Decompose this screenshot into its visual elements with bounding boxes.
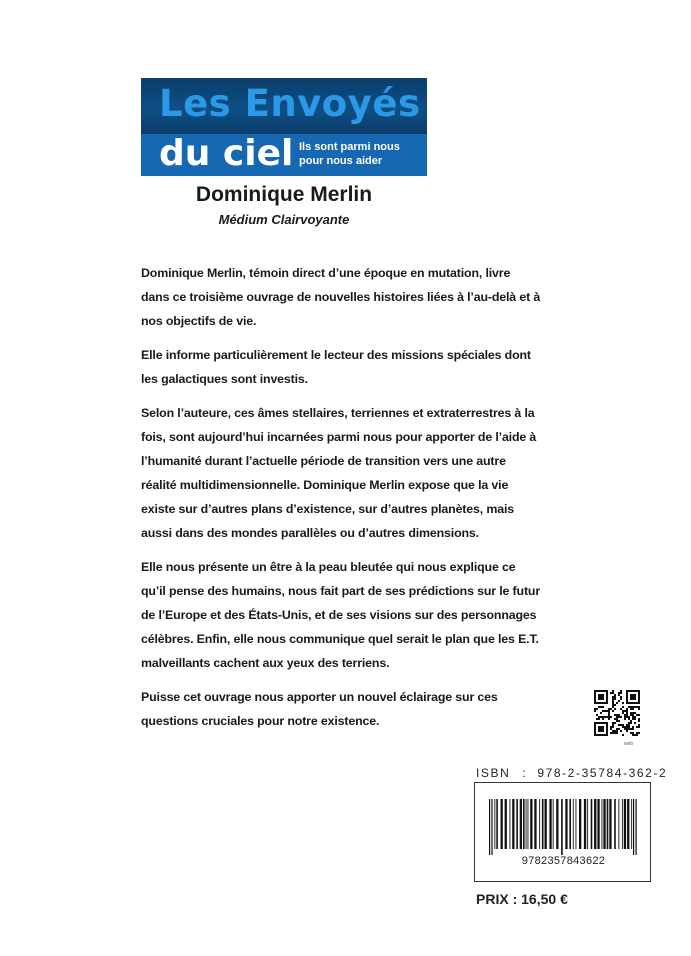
qr-module	[618, 716, 620, 718]
qr-module	[594, 710, 596, 712]
price-label: PRIX	[476, 891, 509, 907]
qr-module	[632, 708, 634, 710]
qr-module	[626, 730, 628, 732]
qr-module	[632, 732, 634, 734]
isbn-separator: :	[522, 766, 528, 780]
qr-module	[638, 726, 640, 728]
qr-module	[614, 696, 616, 698]
qr-module	[598, 716, 600, 718]
qr-module	[616, 716, 618, 718]
barcode-bar	[587, 799, 588, 849]
qr-module	[630, 728, 632, 730]
qr-module	[612, 690, 614, 692]
qr-module	[610, 716, 612, 718]
barcode-bar	[622, 799, 623, 849]
qr-module	[620, 698, 622, 700]
qr-label: web	[624, 741, 634, 747]
qr-module	[614, 732, 616, 734]
qr-module	[618, 714, 620, 716]
summary-paragraph: Elle nous présente un être à la peau bleutée qui nous explique ce qu’il pense des humains, nous fait part de ses prédictions sur le futur de l’Europe et des États-Unis, et de ses visions sur des personnages célèbres. Enfin, elle nous communique quel serait le plan que les E.T. malveillants cachent aux yeux des terriens.	[141, 560, 541, 670]
qr-module	[594, 708, 596, 710]
qr-module	[626, 716, 628, 718]
barcode-number: 9782357843622	[521, 855, 606, 867]
qr-module	[598, 694, 604, 700]
qr-module	[608, 712, 610, 714]
author-subtitle: Médium Clairvoyante	[218, 212, 350, 227]
summary-paragraph: Elle informe particulièrement le lecteur des missions spéciales dont les galactiques sont investis.	[141, 348, 531, 386]
qr-module	[620, 696, 622, 698]
isbn-line	[476, 766, 667, 780]
qr-module	[614, 698, 616, 700]
qr-module	[632, 716, 634, 718]
qr-module	[606, 716, 608, 718]
qr-module	[624, 714, 626, 716]
qr-module	[620, 690, 622, 692]
qr-module	[622, 734, 624, 736]
barcode-bar	[501, 799, 503, 849]
qr-module	[596, 714, 598, 716]
barcode-bar	[618, 799, 619, 849]
qr-module	[630, 720, 632, 722]
barcode-bar	[614, 799, 616, 849]
barcode-bar	[549, 799, 551, 849]
qr-module	[632, 706, 634, 708]
barcode-bar	[579, 799, 581, 849]
barcode-bar	[584, 799, 586, 849]
qr-module	[628, 722, 630, 724]
isbn-label: ISBN	[476, 766, 511, 780]
qr-module	[630, 706, 632, 708]
qr-module	[630, 708, 632, 710]
qr-module	[638, 720, 640, 722]
barcode-bar	[636, 799, 637, 855]
qr-module	[596, 708, 598, 710]
qr-module	[604, 710, 606, 712]
qr-module	[620, 730, 622, 732]
barcode-bar	[556, 799, 558, 849]
isbn-value: 978-2-35784-362-2	[537, 766, 668, 780]
barcode-bar	[510, 799, 511, 849]
summary-paragraph: Puisse cet ouvrage nous apporter un nouvel éclairage sur ces questions cruciales pour notre existence.	[141, 690, 498, 728]
barcode-bar	[631, 799, 632, 849]
barcode-bar	[491, 799, 492, 855]
qr-module	[608, 718, 610, 720]
barcode-bar	[553, 799, 554, 849]
qr-module	[622, 712, 624, 714]
banner-tagline: Ils sont parmi nous pour nous aider	[299, 141, 400, 167]
barcode-bar	[528, 799, 529, 849]
qr-module	[616, 728, 618, 730]
qr-module	[636, 706, 638, 708]
qr-module	[638, 718, 640, 720]
qr-module	[634, 716, 636, 718]
barcode-bar	[523, 799, 525, 849]
qr-module	[638, 708, 640, 710]
barcode-bar	[526, 799, 527, 849]
qr-module	[634, 706, 636, 708]
qr-module	[628, 728, 630, 730]
qr-module	[612, 726, 614, 728]
qr-module	[618, 694, 620, 696]
qr-module	[620, 708, 622, 710]
qr-module	[602, 716, 604, 718]
barcode-bar	[594, 799, 596, 849]
barcode-bar	[602, 799, 603, 849]
qr-module	[626, 712, 628, 714]
qr-module	[628, 716, 630, 718]
qr-module	[608, 708, 610, 710]
barcode-bar	[496, 799, 498, 849]
qr-module	[634, 722, 636, 724]
qr-module	[596, 718, 598, 720]
qr-module	[622, 706, 624, 708]
qr-code[interactable]	[594, 690, 640, 736]
qr-module	[626, 728, 628, 730]
barcode-bar	[627, 799, 629, 849]
qr-module	[632, 726, 634, 728]
qr-module	[612, 700, 614, 702]
title-banner	[141, 78, 427, 176]
qr-module	[636, 714, 638, 716]
qr-module	[614, 718, 616, 720]
qr-module	[626, 714, 628, 716]
qr-module	[610, 692, 612, 694]
qr-module	[608, 714, 610, 716]
qr-module	[612, 724, 614, 726]
qr-module	[632, 734, 634, 736]
qr-module	[614, 722, 616, 724]
qr-module	[638, 724, 640, 726]
barcode-bar	[505, 799, 507, 849]
qr-module	[636, 726, 638, 728]
qr-module	[618, 724, 620, 726]
qr-module	[628, 726, 630, 728]
summary-paragraph: Dominique Merlin, témoin direct d’une époque en mutation, livre dans ce troisième ouvrage de nouvelles histoires liées à l’au-delà et à nos objectifs de vie.	[141, 266, 541, 328]
author-name: Dominique Merlin	[195, 183, 373, 206]
qr-module	[598, 706, 600, 708]
qr-module	[618, 720, 620, 722]
qr-module	[616, 730, 618, 732]
qr-module	[608, 710, 610, 712]
barcode-bar	[573, 799, 574, 849]
qr-module	[614, 730, 616, 732]
qr-module	[624, 716, 626, 718]
qr-module	[612, 692, 614, 694]
qr-module	[612, 704, 614, 706]
qr-module	[628, 718, 630, 720]
qr-module	[624, 718, 626, 720]
qr-module	[620, 716, 622, 718]
qr-module	[616, 718, 618, 720]
qr-module	[632, 712, 634, 714]
barcode-bar	[609, 799, 611, 849]
qr-module	[610, 708, 612, 710]
barcode-bar	[569, 799, 571, 849]
barcode-bar	[603, 799, 605, 849]
qr-module	[612, 702, 614, 704]
qr-module	[616, 720, 618, 722]
price-value: 16,50 €	[521, 891, 568, 907]
barcode-bar	[607, 799, 609, 849]
barcode-bar	[512, 799, 514, 849]
barcode-bar	[561, 799, 563, 855]
qr-module	[634, 712, 636, 714]
barcode-bar	[542, 799, 544, 849]
barcode-bar	[565, 799, 567, 849]
qr-module	[636, 732, 638, 734]
qr-module	[618, 728, 620, 730]
price-line	[476, 891, 568, 907]
qr-module	[626, 724, 628, 726]
book-summary	[141, 261, 541, 743]
barcode-bar	[520, 799, 522, 849]
qr-module	[622, 702, 624, 704]
qr-module	[602, 718, 604, 720]
qr-module	[612, 698, 614, 700]
qr-module	[638, 732, 640, 734]
qr-module	[610, 728, 612, 730]
qr-module	[632, 728, 634, 730]
qr-module	[624, 728, 626, 730]
barcode-bar	[545, 799, 547, 849]
barcode-bar	[591, 799, 593, 849]
qr-module	[610, 732, 612, 734]
qr-module	[618, 700, 620, 702]
qr-module	[628, 724, 630, 726]
barcode-bar	[489, 799, 490, 855]
qr-module	[618, 692, 620, 694]
qr-module	[638, 706, 640, 708]
qr-module	[614, 714, 616, 716]
qr-module	[634, 718, 636, 720]
qr-module	[604, 716, 606, 718]
barcode	[489, 799, 638, 855]
barcode-bar	[539, 799, 540, 849]
banner-title-line2: du ciel	[159, 133, 294, 174]
qr-module	[612, 730, 614, 732]
qr-module	[626, 708, 628, 710]
qr-module	[626, 710, 628, 712]
qr-module	[630, 694, 636, 700]
qr-module	[616, 732, 618, 734]
qr-module	[630, 732, 632, 734]
qr-module	[620, 692, 622, 694]
qr-module	[612, 722, 614, 724]
qr-module	[634, 734, 636, 736]
qr-module	[624, 726, 626, 728]
qr-module	[630, 712, 632, 714]
qr-module	[614, 694, 616, 696]
banner-title-line1: Les Envoyés	[159, 82, 421, 125]
barcode-bar	[597, 799, 599, 849]
qr-module	[598, 718, 600, 720]
qr-module	[602, 706, 604, 708]
qr-module	[632, 718, 634, 720]
qr-module	[636, 734, 638, 736]
qr-module	[622, 724, 624, 726]
barcode-box	[474, 782, 651, 882]
summary-paragraph: Selon l’auteure, ces âmes stellaires, terriennes et extraterrestres à la fois, sont aujourd’hui incarnées parmi nous pour apporter de l’aide à l’humanité durant l’actuelle période de transition vers une autre réalité multidimensionnelle. Dominique Merlin expose que la vie existe sur d’autres plans d’existence, sur d’autres planètes, mais aussi dans des mondes parallèles ou d’autres dimensions.	[141, 406, 537, 540]
qr-module	[612, 732, 614, 734]
qr-module	[620, 724, 622, 726]
qr-module	[632, 714, 634, 716]
qr-module	[614, 704, 616, 706]
qr-module	[600, 706, 602, 708]
qr-module	[600, 712, 602, 714]
barcode-bar	[576, 799, 577, 849]
qr-module	[612, 706, 614, 708]
barcode-bar	[624, 799, 626, 849]
qr-module	[600, 716, 602, 718]
barcode-bar	[516, 799, 518, 849]
qr-module	[610, 726, 612, 728]
qr-module	[616, 702, 618, 704]
qr-module	[612, 710, 614, 712]
qr-module	[630, 722, 632, 724]
price-separator: :	[512, 891, 518, 907]
qr-module	[622, 726, 624, 728]
qr-module	[630, 714, 632, 716]
barcode-bar	[534, 799, 536, 849]
qr-module	[616, 714, 618, 716]
barcode-bar	[633, 799, 634, 855]
qr-module	[622, 710, 624, 712]
qr-module	[606, 710, 608, 712]
barcode-bar	[530, 799, 532, 849]
qr-module	[598, 726, 604, 732]
qr-module	[612, 696, 614, 698]
qr-module	[628, 706, 630, 708]
qr-module	[608, 716, 610, 718]
qr-module	[614, 708, 616, 710]
qr-module	[624, 710, 626, 712]
qr-module	[626, 726, 628, 728]
barcode-bar	[494, 799, 495, 849]
qr-module	[602, 710, 604, 712]
qr-module	[638, 714, 640, 716]
